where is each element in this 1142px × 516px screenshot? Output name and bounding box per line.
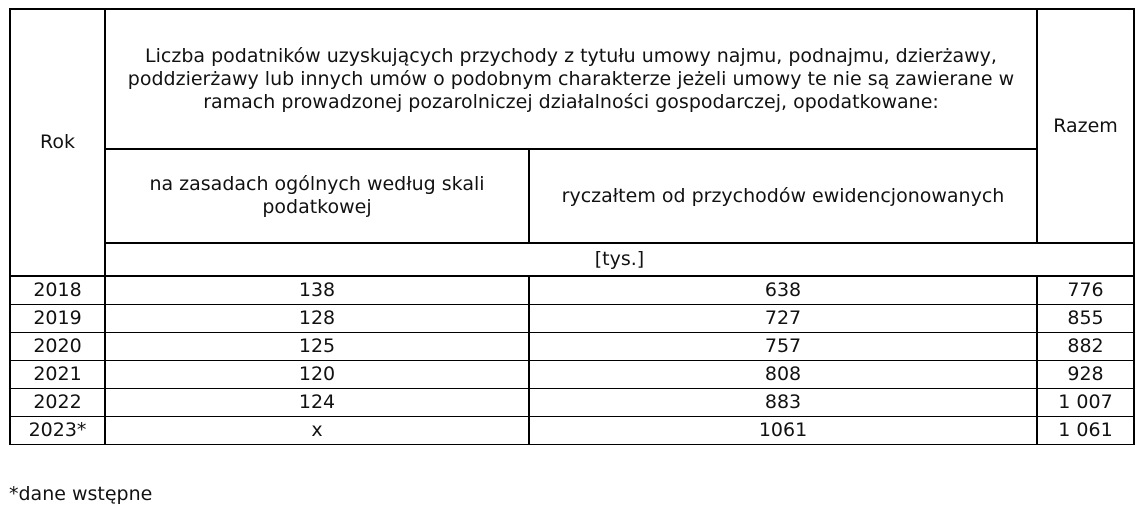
cell-year: 2021 xyxy=(10,361,105,389)
cell-total: 882 xyxy=(1037,333,1134,361)
header-total: Razem xyxy=(1037,9,1134,243)
cell-general: 124 xyxy=(105,389,529,417)
cell-flat: 808 xyxy=(529,361,1037,389)
cell-total: 1 061 xyxy=(1037,417,1134,445)
taxpayers-table xyxy=(9,8,1135,445)
table-row xyxy=(10,361,1134,389)
cell-general: 120 xyxy=(105,361,529,389)
header-year: Rok xyxy=(10,9,105,276)
table-row xyxy=(10,333,1134,361)
cell-year: 2019 xyxy=(10,305,105,333)
header-group-title: Liczba podatników uzyskujących przychody z tytułu umowy najmu, podnajmu, dzierżawy, poddzierżawy lub innych umów o podobnym charakterze jeżeli umowy te nie są zawierane w ramach prowadzonej pozarolniczej działalności gospodarczej, opodatkowane: xyxy=(105,9,1037,149)
header-general-scale: na zasadach ogólnych według skali podatkowej xyxy=(105,149,529,243)
table-row xyxy=(10,389,1134,417)
header-flat-rate: ryczałtem od przychodów ewidencjonowanych xyxy=(529,149,1037,243)
cell-general: 128 xyxy=(105,305,529,333)
cell-total: 776 xyxy=(1037,276,1134,305)
taxpayers-table-container xyxy=(9,8,1135,445)
cell-total: 1 007 xyxy=(1037,389,1134,417)
cell-general: 138 xyxy=(105,276,529,305)
footnote-preliminary-data: *dane wstępne xyxy=(9,483,153,505)
cell-flat: 1061 xyxy=(529,417,1037,445)
cell-year: 2023* xyxy=(10,417,105,445)
table-row xyxy=(10,417,1134,445)
cell-flat: 727 xyxy=(529,305,1037,333)
cell-general: 125 xyxy=(105,333,529,361)
cell-flat: 638 xyxy=(529,276,1037,305)
cell-year: 2020 xyxy=(10,333,105,361)
header-unit: [tys.] xyxy=(105,243,1134,276)
cell-total: 928 xyxy=(1037,361,1134,389)
cell-general: x xyxy=(105,417,529,445)
cell-year: 2018 xyxy=(10,276,105,305)
cell-year: 2022 xyxy=(10,389,105,417)
cell-flat: 883 xyxy=(529,389,1037,417)
table-row xyxy=(10,276,1134,305)
table-row xyxy=(10,305,1134,333)
cell-total: 855 xyxy=(1037,305,1134,333)
cell-flat: 757 xyxy=(529,333,1037,361)
